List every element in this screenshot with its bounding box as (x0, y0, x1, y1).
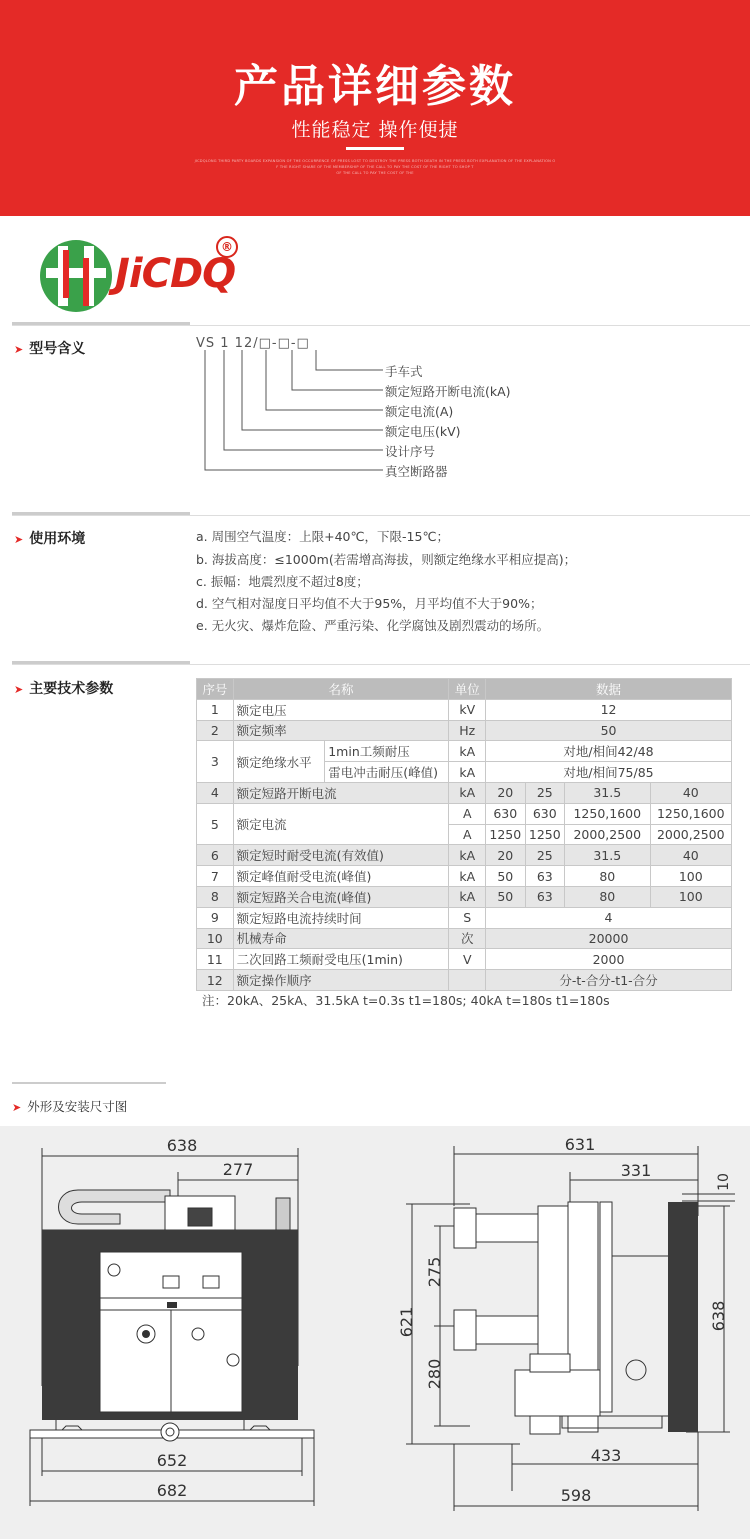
table-row: A 1250 1250 2000,2500 2000,2500 (197, 824, 732, 845)
table-row: 11 二次回路工频耐受电压(1min) V 2000 (197, 949, 732, 970)
environment-item: b. 海拔高度：≤1000m(若需增高海拔，则额定绝缘水平相应提高)； (196, 552, 577, 567)
dim-682: 682 (156, 1481, 188, 1500)
arrow-icon: ➤ (12, 1101, 22, 1114)
dim-631: 631 (564, 1135, 596, 1154)
dim-638: 638 (166, 1136, 198, 1155)
section-divider-accent (12, 322, 190, 325)
table-row: 5 额定电流 A 630 630 1250,1600 1250,1600 (197, 803, 732, 824)
section-heading-params: ➤ 主要技术参数 (14, 681, 114, 697)
table-row: 10 机械寿命 次 20000 (197, 928, 732, 949)
table-row: 2 额定频率 Hz 50 (197, 720, 732, 741)
dim-277: 277 (222, 1160, 254, 1179)
model-label: 真空断路器 (385, 464, 448, 479)
table-row: 4 额定短路开断电流 kA 20 25 31.5 40 (197, 782, 732, 803)
section-divider-accent (12, 512, 190, 515)
model-label: 额定短路开断电流(kA) (385, 384, 511, 399)
environment-item: d. 空气相对湿度日平均值不大于95%，月平均值不大于90%； (196, 596, 543, 611)
table-row: 3 额定绝缘水平 1min工频耐压 kA 对地/相间42/48 (197, 741, 732, 762)
dim-275: 275 (425, 1256, 444, 1288)
dim-652: 652 (156, 1451, 188, 1470)
dim-638-side: 638 (709, 1300, 728, 1332)
side-frame (668, 1202, 698, 1432)
section-heading-model: ➤ 型号含义 (14, 341, 86, 357)
arrow-icon: ➤ (14, 343, 24, 356)
table-row: 6 额定短时耐受电流(有效值) kA 20 25 31.5 40 (197, 845, 732, 866)
params-table (196, 678, 732, 991)
table-row: 1 额定电压 kV 12 (197, 699, 732, 720)
banner-title: 产品详细参数 (234, 61, 516, 112)
table-row: 9 额定短路电流持续时间 S 4 (197, 907, 732, 928)
section-heading-environment: ➤ 使用环境 (14, 531, 86, 547)
dim-598: 598 (560, 1486, 592, 1505)
banner-fine-print: JICDQLONG THIRD PARTY BOARDS EXPANSION OF THE OCCURRENCE OF PRESS LOST TO DESTROY THE PRESS BOTH DEATH IN THE PRESS BOTH EXPLANATION OF THE EXPLANATION O F THE RIGHT SHARE OF THE MEMBERSHIP OF THE CALL TO PAY THE COST OF THE RIGHT TO SHOP T OF THE CALL TO PAY THE COST OF THE (194, 159, 556, 175)
params-note: 注：20kA、25kA、31.5kA t=0.3s t1=180s; 40kA t=180s t1=180s (202, 993, 610, 1008)
dim-10: 10 (716, 1173, 732, 1191)
environment-item: e. 无火灾、爆炸危险、严重污染、化学腐蚀及剧烈震动的场所。 (196, 618, 550, 633)
section-divider (12, 325, 750, 326)
arrow-icon: ➤ (14, 683, 24, 696)
table-header-row: 序号 名称 单位 数据 (197, 679, 732, 700)
environment-item: a. 周围空气温度：上限+40℃，下限-15℃； (196, 529, 449, 544)
side-view-drawing (390, 1126, 750, 1539)
section-heading-drawing: ➤ 外形及安装尺寸图 (12, 1099, 128, 1114)
banner-subtitle: 性能稳定 操作便捷 (291, 119, 459, 141)
section-divider (12, 515, 750, 516)
registered-mark: ® (216, 236, 238, 258)
dim-621: 621 (397, 1306, 416, 1338)
section-divider (12, 664, 750, 665)
arrow-icon: ➤ (14, 533, 24, 546)
model-code: VS 1 12/□-□-□ (196, 336, 310, 351)
section-divider-accent (12, 1082, 166, 1084)
table-row: 12 额定操作顺序 分-t-合分-t1-合分 (197, 970, 732, 991)
model-label: 额定电流(A) (385, 404, 454, 419)
brand-logo-text: JiCDQ (115, 251, 236, 297)
banner-underline (346, 147, 404, 150)
table-row: 雷电冲击耐压(峰值) kA 对地/相间75/85 (197, 762, 732, 783)
table-row: 8 额定短路关合电流(峰值) kA 50 63 80 100 (197, 886, 732, 907)
dim-280: 280 (425, 1358, 444, 1390)
front-view-drawing (0, 1126, 360, 1539)
table-row: 7 额定峰值耐受电流(峰值) kA 50 63 80 100 (197, 866, 732, 887)
model-label: 额定电压(kV) (385, 424, 461, 439)
dim-331: 331 (620, 1161, 652, 1180)
dim-433: 433 (590, 1446, 622, 1465)
environment-item: c. 振幅：地震烈度不超过8度； (196, 574, 369, 589)
model-label: 手车式 (385, 364, 423, 379)
section-divider-accent (12, 661, 190, 664)
model-label: 设计序号 (385, 444, 436, 459)
model-bracket-lines (196, 348, 386, 478)
header-banner (0, 0, 750, 216)
